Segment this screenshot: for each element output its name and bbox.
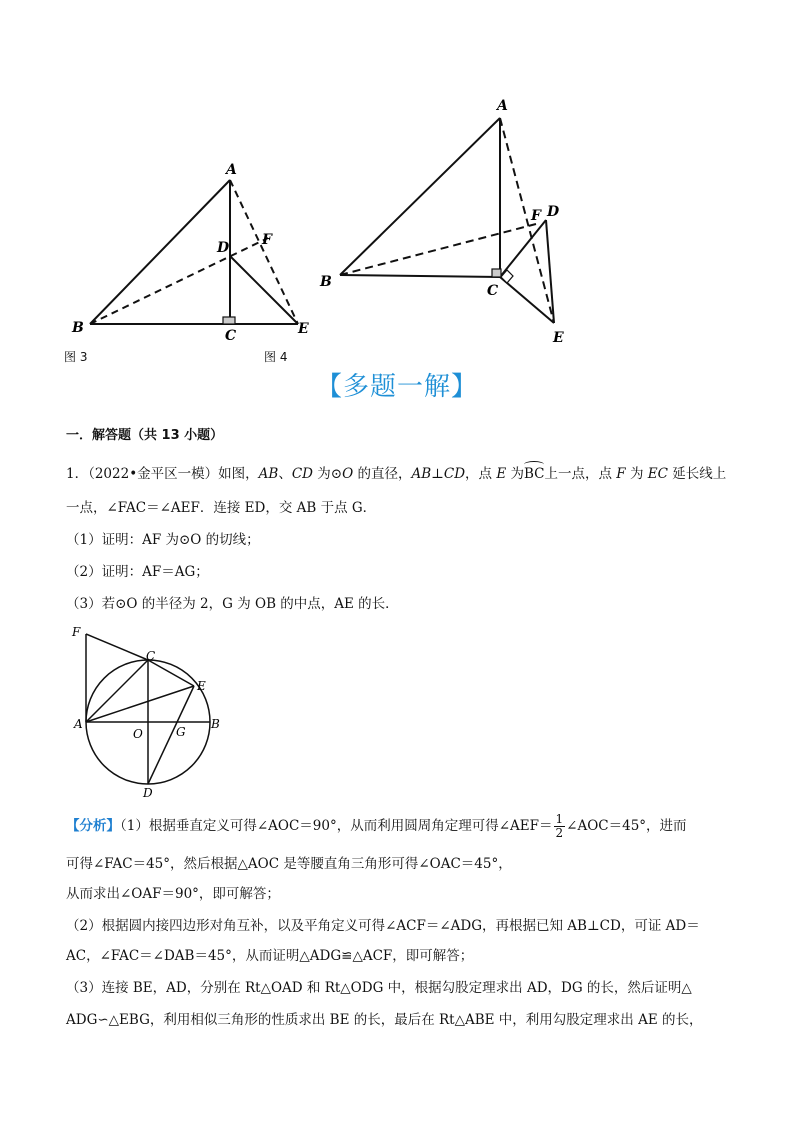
text: 的直径， — [353, 466, 412, 482]
pt-o: O — [342, 466, 354, 482]
fig3-label-D: D — [217, 240, 230, 256]
circle-label-E: E — [197, 679, 206, 693]
question-3: （3）若⊙O 的半径为 2，G 为 OB 的中点，AE 的长． — [66, 596, 399, 612]
fig3-label-A: A — [226, 162, 237, 178]
seg-cd: CD — [291, 466, 313, 482]
analysis-line-1 — [66, 813, 687, 840]
analysis-text: ∠AOC＝45°，进而 — [566, 818, 687, 834]
figure-4 — [310, 90, 590, 350]
fig3-label-F: F — [262, 232, 272, 248]
analysis-line-7: ADG∽△EBG，利用相似三角形的性质求出 BE 的长，最后在 Rt△ABE 中，利用勾股定理求出 AE 的长， — [66, 1012, 703, 1028]
problem-line1-prefix: 1．（2022•金平区一模）如图， — [66, 466, 259, 482]
fig4-label-F: F — [531, 208, 541, 224]
fig4-label-B: B — [320, 274, 332, 290]
section-title: 一．解答题（共 13 小题） — [66, 428, 224, 443]
fig4-label-E: E — [553, 330, 564, 346]
seg-ab: AB — [258, 466, 279, 482]
arc-bc: BC — [523, 466, 545, 482]
circle-label-A: A — [74, 717, 83, 731]
seg-ab: AB — [411, 466, 432, 482]
text: 为⊙ — [313, 466, 343, 482]
fig3-label-B: B — [72, 320, 84, 336]
section-heading: 【多题一解】 — [315, 372, 478, 402]
circle-label-C: C — [146, 649, 156, 663]
circle-label-F: F — [72, 625, 81, 639]
problem-line-2: 一点，∠FAC＝∠AEF．连接 ED，交 AB 于点 G． — [66, 500, 377, 516]
analysis-line-2: 可得∠FAC＝45°，然后根据△AOC 是等腰直角三角形可得∠OAC＝45°， — [66, 856, 512, 872]
perp: ⊥ — [431, 466, 444, 482]
analysis-line-4: （2）根据圆内接四边形对角互补，以及平角定义可得∠ACF＝∠ADG，再根据已知 AB⊥CD，可证 AD＝ — [66, 918, 700, 934]
figure-3 — [60, 160, 320, 350]
analysis-tag: 【分析】 — [66, 818, 120, 834]
circle-label-D: D — [143, 786, 153, 800]
pt-e: E — [496, 466, 507, 482]
circle-label-O: O — [133, 727, 143, 741]
text: 延长线上 — [667, 466, 727, 482]
fig3-label-C: C — [225, 328, 237, 344]
analysis-line-6: （3）连接 BE，AD，分别在 Rt△OAD 和 Rt△ODG 中，根据勾股定理求出 AD，DG 的长，然后证明△ — [66, 980, 692, 996]
fraction — [554, 813, 566, 840]
text: 为 — [506, 466, 524, 482]
fig3-label-E: E — [298, 321, 309, 337]
text: 为 — [625, 466, 648, 482]
pt-f: F — [616, 466, 626, 482]
circle-figure — [66, 622, 236, 802]
fraction-num: 1 — [555, 812, 564, 826]
seg-ec: EC — [647, 466, 668, 482]
sep: 、 — [278, 466, 292, 482]
question-2: （2）证明：AF＝AG； — [66, 564, 209, 580]
text: ，点 — [465, 466, 497, 482]
analysis-line-3: 从而求出∠OAF＝90°，即可解答； — [66, 886, 280, 902]
fig4-label-C: C — [487, 283, 499, 299]
circle-label-B: B — [211, 717, 220, 731]
fig4-label-A: A — [497, 98, 508, 114]
seg-cd: CD — [443, 466, 466, 482]
fig4-caption: 图 4 — [264, 350, 288, 364]
text: 上一点，点 — [544, 466, 617, 482]
analysis-line-5: AC，∠FAC＝∠DAB＝45°，从而证明△ADG≌△ACF，即可解答； — [66, 948, 474, 964]
analysis-text: （1）根据垂直定义可得∠AOC＝90°，从而利用圆周角定理可得∠AEF＝ — [120, 818, 553, 834]
fig4-label-D: D — [547, 204, 560, 220]
circle-label-G: G — [176, 725, 186, 739]
problem-line-1 — [66, 464, 726, 484]
question-1: （1）证明：AF 为⊙O 的切线； — [66, 532, 260, 548]
fraction-den: 2 — [555, 826, 564, 840]
fig3-caption: 图 3 — [64, 350, 88, 364]
